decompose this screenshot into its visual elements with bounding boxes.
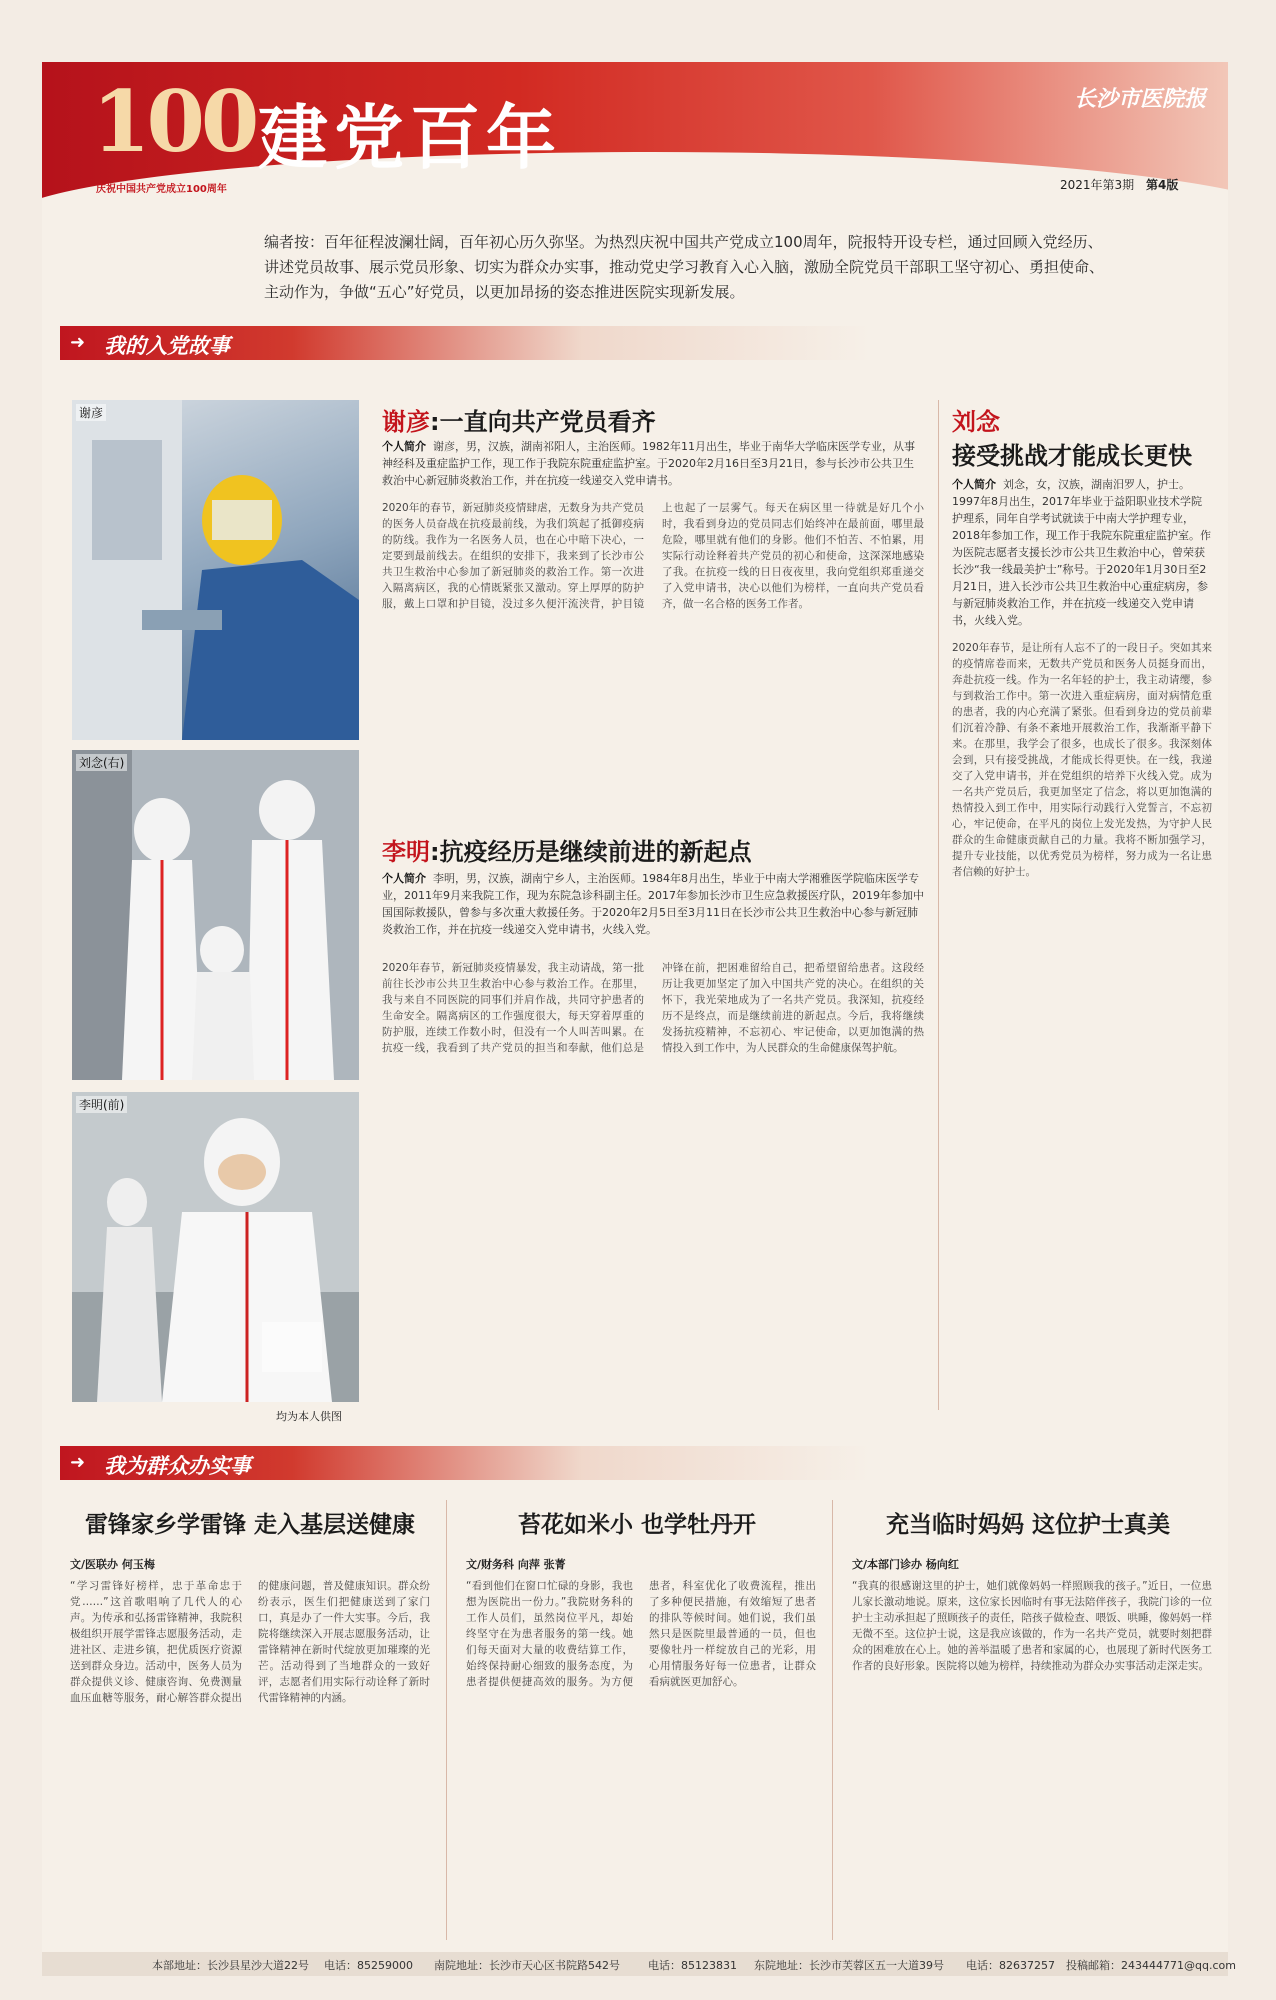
article-title: 接受挑战才能成长更快	[952, 442, 1192, 470]
bottom-article-1-title: 雷锋家乡学雷锋 走入基层送健康	[84, 1512, 415, 1538]
photo-caption: 谢彦	[76, 404, 106, 421]
arrow-icon: ➜	[70, 332, 86, 353]
bottom-article-2-title: 苔花如米小 也学牡丹开	[517, 1512, 756, 1538]
issue-date: 2021年第3期	[1060, 178, 1135, 192]
bio-label: 个人简介	[382, 872, 426, 885]
article-liu-nian-bio	[952, 476, 1212, 629]
footer-address-east: 东院地址：长沙市芙蓉区五一大道39号	[754, 1959, 944, 1972]
paper-name: 长沙市医院报	[1073, 87, 1206, 112]
logo-number: 100	[92, 72, 256, 171]
article-xie-yan-headline	[382, 402, 656, 437]
centenary-logo	[92, 74, 262, 184]
column-divider	[832, 1500, 833, 1940]
issue-info	[1060, 176, 1178, 193]
bio-label: 个人简介	[382, 440, 426, 453]
bottom-article-3-byline: 文/本部门诊办 杨向红	[852, 1558, 959, 1571]
bottom-article-1-body: “学习雷锋好榜样，忠于革命忠于党……”这首歌唱响了几代人的心声。为传承和弘扬雷锋精神，我院积极组织开展学雷锋志愿服务活动，走进社区、走进乡镇，把优质医疗资源送到群众身边。活动中，医务人员为群众提供义诊、健康咨询、免费测量血压血糖等服务，耐心解答群众提出的健康问题，普及健康知识。群众纷纷表示，医生们把健康送到了家门口，真是办了一件大实事。今后，我院将继续深入开展志愿服务活动，让雷锋精神在新时代绽放更加璀璨的光芒。活动得到了当地群众的一致好评，志愿者们用实际行动诠释了新时代雷锋精神的内涵。	[70, 1580, 430, 1704]
article-title: :抗疫经历是继续前进的新起点	[430, 838, 752, 866]
footer-tel-east: 电话：82637257	[966, 1959, 1055, 1972]
section-banner-serve-people	[60, 1446, 1220, 1480]
editor-note: 编者按：百年征程波澜壮阔，百年初心历久弥坚。为热烈庆祝中国共产党成立100周年，院报特开设专栏，通过回顾入党经历、讲述党员故事、展示党员形象、切实为群众办实事，推动党史学习教育入心入脑，激励全院党员干部职工坚守初心、勇担使命、主动作为，争做“五心”好党员，以更加昂扬的姿态推进医院实现新发展。	[264, 233, 1105, 301]
footer-email: 投稿邮箱：243444771@qq.com	[1066, 1959, 1236, 1972]
footer-tel-main: 电话：85259000	[324, 1959, 413, 1972]
photo-li-ming	[72, 1092, 359, 1402]
footer-address-south: 南院地址：长沙市天心区书院路542号	[434, 1959, 620, 1972]
column-divider	[938, 400, 939, 1410]
section-banner-party-story	[60, 326, 1220, 360]
article-li-ming-body: 2020年春节，新冠肺炎疫情暴发，我主动请战，第一批前往长沙市公共卫生救治中心参与救治工作。在那里，我与来自不同医院的同事们并肩作战，共同守护患者的生命安全。隔离病区的工作强度很大，每天穿着厚重的防护服，连续工作数小时，但没有一个人叫苦叫累。在抗疫一线，我看到了共产党员的担当和奉献，他们总是冲锋在前，把困难留给自己，把希望留给患者。这段经历让我更加坚定了加入中国共产党的决心。在组织的关怀下，我光荣地成为了一名共产党员。我深知，抗疫经历不是终点，而是继续前进的新起点。今后，我将继续发扬抗疫精神，不忘初心、牢记使命，以更加饱满的热情投入到工作中，为人民群众的生命健康保驾护航。	[382, 962, 924, 1054]
article-xie-yan-body: 2020年的春节，新冠肺炎疫情肆虐，无数身为共产党员的医务人员奋战在抗疫最前线，为我们筑起了抵御疫病的防线。我作为一名医务人员，也在心中暗下决心，一定要到最前线去。在组织的安排下，我来到了长沙市公共卫生救治中心参加了新冠肺炎的救治工作。第一次进入隔离病区，我的心情既紧张又激动。穿上厚厚的防护服，戴上口罩和护目镜，没过多久便汗流浃背，护目镜上也起了一层雾气。每天在病区里一待就是好几个小时，我看到身边的党员同志们始终冲在最前面，哪里最危险，哪里就有他们的身影。他们不怕苦、不怕累，用实际行动诠释着共产党员的初心和使命，这深深地感染了我。在抗疫一线的日日夜夜里，我向党组织郑重递交了入党申请书，决心以他们为榜样，一直向共产党员看齐，做一名合格的医务工作者。	[382, 502, 924, 610]
article-author-name: 李明	[382, 838, 430, 866]
photo-xie-yan-illustration	[72, 400, 359, 740]
photo-credit: 均为本人供图	[276, 1410, 342, 1423]
footer	[42, 1952, 1236, 1976]
article-liu-nian-body: 2020年春节，是让所有人忘不了的一段日子。突如其来的疫情席卷而来，无数共产党员和医务人员挺身而出，奔赴抗疫一线。作为一名年轻的护士，我主动请缨，参与到救治工作中。第一次进入重症病房，面对病情危重的患者，我的内心充满了紧张。但看到身边的党员前辈们沉着冷静、有条不紊地开展救治工作，我渐渐平静下来。在那里，我学会了很多，也成长了很多。我深刻体会到，只有接受挑战，才能成长得更快。在一线，我递交了入党申请书，并在党组织的培养下火线入党。成为一名共产党员后，我更加坚定了信念，将以更加饱满的热情投入到工作中，用实际行动践行入党誓言，不忘初心，牢记使命，在平凡的岗位上发光发热，为守护人民群众的生命健康贡献自己的力量。我将不断加强学习，提升专业技能，以优秀党员为榜样，努力成为一名让患者信赖的好护士。	[952, 642, 1212, 878]
footer-tel-south: 电话：85123831	[648, 1959, 737, 1972]
bottom-article-1-byline: 文/医联办 何玉梅	[70, 1558, 155, 1571]
bottom-article-3-body: “我真的很感谢这里的护士，她们就像妈妈一样照顾我的孩子。”近日，一位患儿家长激动地说。原来，这位家长因临时有事无法陪伴孩子，我院门诊的一位护士主动承担起了照顾孩子的责任，陪孩子做检查、喂饭、哄睡，像妈妈一样无微不至。这位护士说，这是我应该做的，作为一名共产党员，就要时刻把群众的困难放在心上。她的善举温暖了患者和家属的心，也展现了新时代医务工作者的良好形象。医院将以她为榜样，持续推动为群众办实事活动走深走实。	[852, 1580, 1212, 1672]
photo-liu-nian	[72, 750, 359, 1080]
photo-liu-nian-illustration	[72, 750, 359, 1080]
article-author-name: 谢彦	[382, 408, 430, 436]
bottom-article-2-byline: 文/财务科 向萍 张菁	[466, 1558, 566, 1571]
bio-label: 个人简介	[952, 478, 996, 491]
bottom-article-2-body: “看到他们在窗口忙碌的身影，我也想为医院出一份力。”我院财务科的工作人员们，虽然岗位平凡，却始终坚守在为患者服务的第一线。她们每天面对大量的收费结算工作，始终保持耐心细致的服务态度，为患者提供便捷高效的服务。为方便患者，科室优化了收费流程，推出了多种便民措施，有效缩短了患者的排队等候时间。她们说，我们虽然只是医院里最普通的一员，但也要像牡丹一样绽放自己的光彩，用心用情服务好每一位患者，让群众看病就医更加舒心。	[466, 1580, 816, 1688]
bio-text: 刘念，女，汉族，湖南汨罗人，护士。1997年8月出生，2017年毕业于益阳职业技术学院护理系，同年自学考试就读于中南大学护理专业，2018年参加工作，现工作于我院东院重症监护室。作为医院志愿者支援长沙市公共卫生救治中心，曾荣获长沙“我一线最美护士”称号。于2020年1月30日至2月21日，进入长沙市公共卫生救治中心重症病房，参与新冠肺炎救治工作，并在抗疫一线递交入党申请书，火线入党。	[952, 478, 1211, 627]
photo-xie-yan	[72, 400, 359, 740]
article-author-name: 刘念	[952, 408, 1000, 436]
article-li-ming-bio	[382, 870, 924, 938]
photo-caption: 刘念(右)	[76, 754, 127, 771]
column-divider	[446, 1500, 447, 1940]
page-title: 建党百年	[258, 97, 562, 179]
article-xie-yan-bio	[382, 438, 924, 489]
bottom-article-3-title: 充当临时妈妈 这位护士真美	[885, 1512, 1170, 1538]
photo-caption: 李明(前)	[76, 1096, 127, 1113]
banner-label: 我的入党故事	[104, 333, 230, 358]
page-number: 第4版	[1146, 178, 1179, 192]
article-li-ming-headline	[382, 832, 752, 867]
bio-text: 谢彦，男，汉族，湖南祁阳人，主治医师。1982年11月出生，毕业于南华大学临床医学专业，从事神经科及重症监护工作，现工作于我院东院重症监护室。于2020年2月16日至3月21日，参与长沙市公共卫生救治中心新冠肺炎救治工作，并在抗疫一线递交入党申请书。	[382, 440, 915, 487]
banner-label: 我为群众办实事	[104, 1453, 251, 1478]
footer-address-main: 本部地址：长沙县星沙大道22号	[152, 1959, 309, 1972]
bio-text: 李明，男，汉族，湖南宁乡人，主治医师。1984年8月出生，毕业于中南大学湘雅医学院临床医学专业，2011年9月来我院工作，现为东院急诊科副主任。2017年参加长沙市卫生应急救援医疗队，2019年参加中国国际救援队，曾参与多次重大救援任务。于2020年2月5日至3月11日在长沙市公共卫生救治中心参与新冠肺炎救治工作，并在抗疫一线递交入党申请书，火线入党。	[382, 872, 924, 936]
arrow-icon: ➜	[70, 1452, 86, 1473]
article-title: :一直向共产党员看齐	[430, 408, 656, 436]
article-liu-nian-headline	[952, 402, 1000, 437]
logo-caption: 庆祝中国共产党成立100周年	[96, 184, 227, 195]
photo-li-ming-illustration	[72, 1092, 359, 1402]
